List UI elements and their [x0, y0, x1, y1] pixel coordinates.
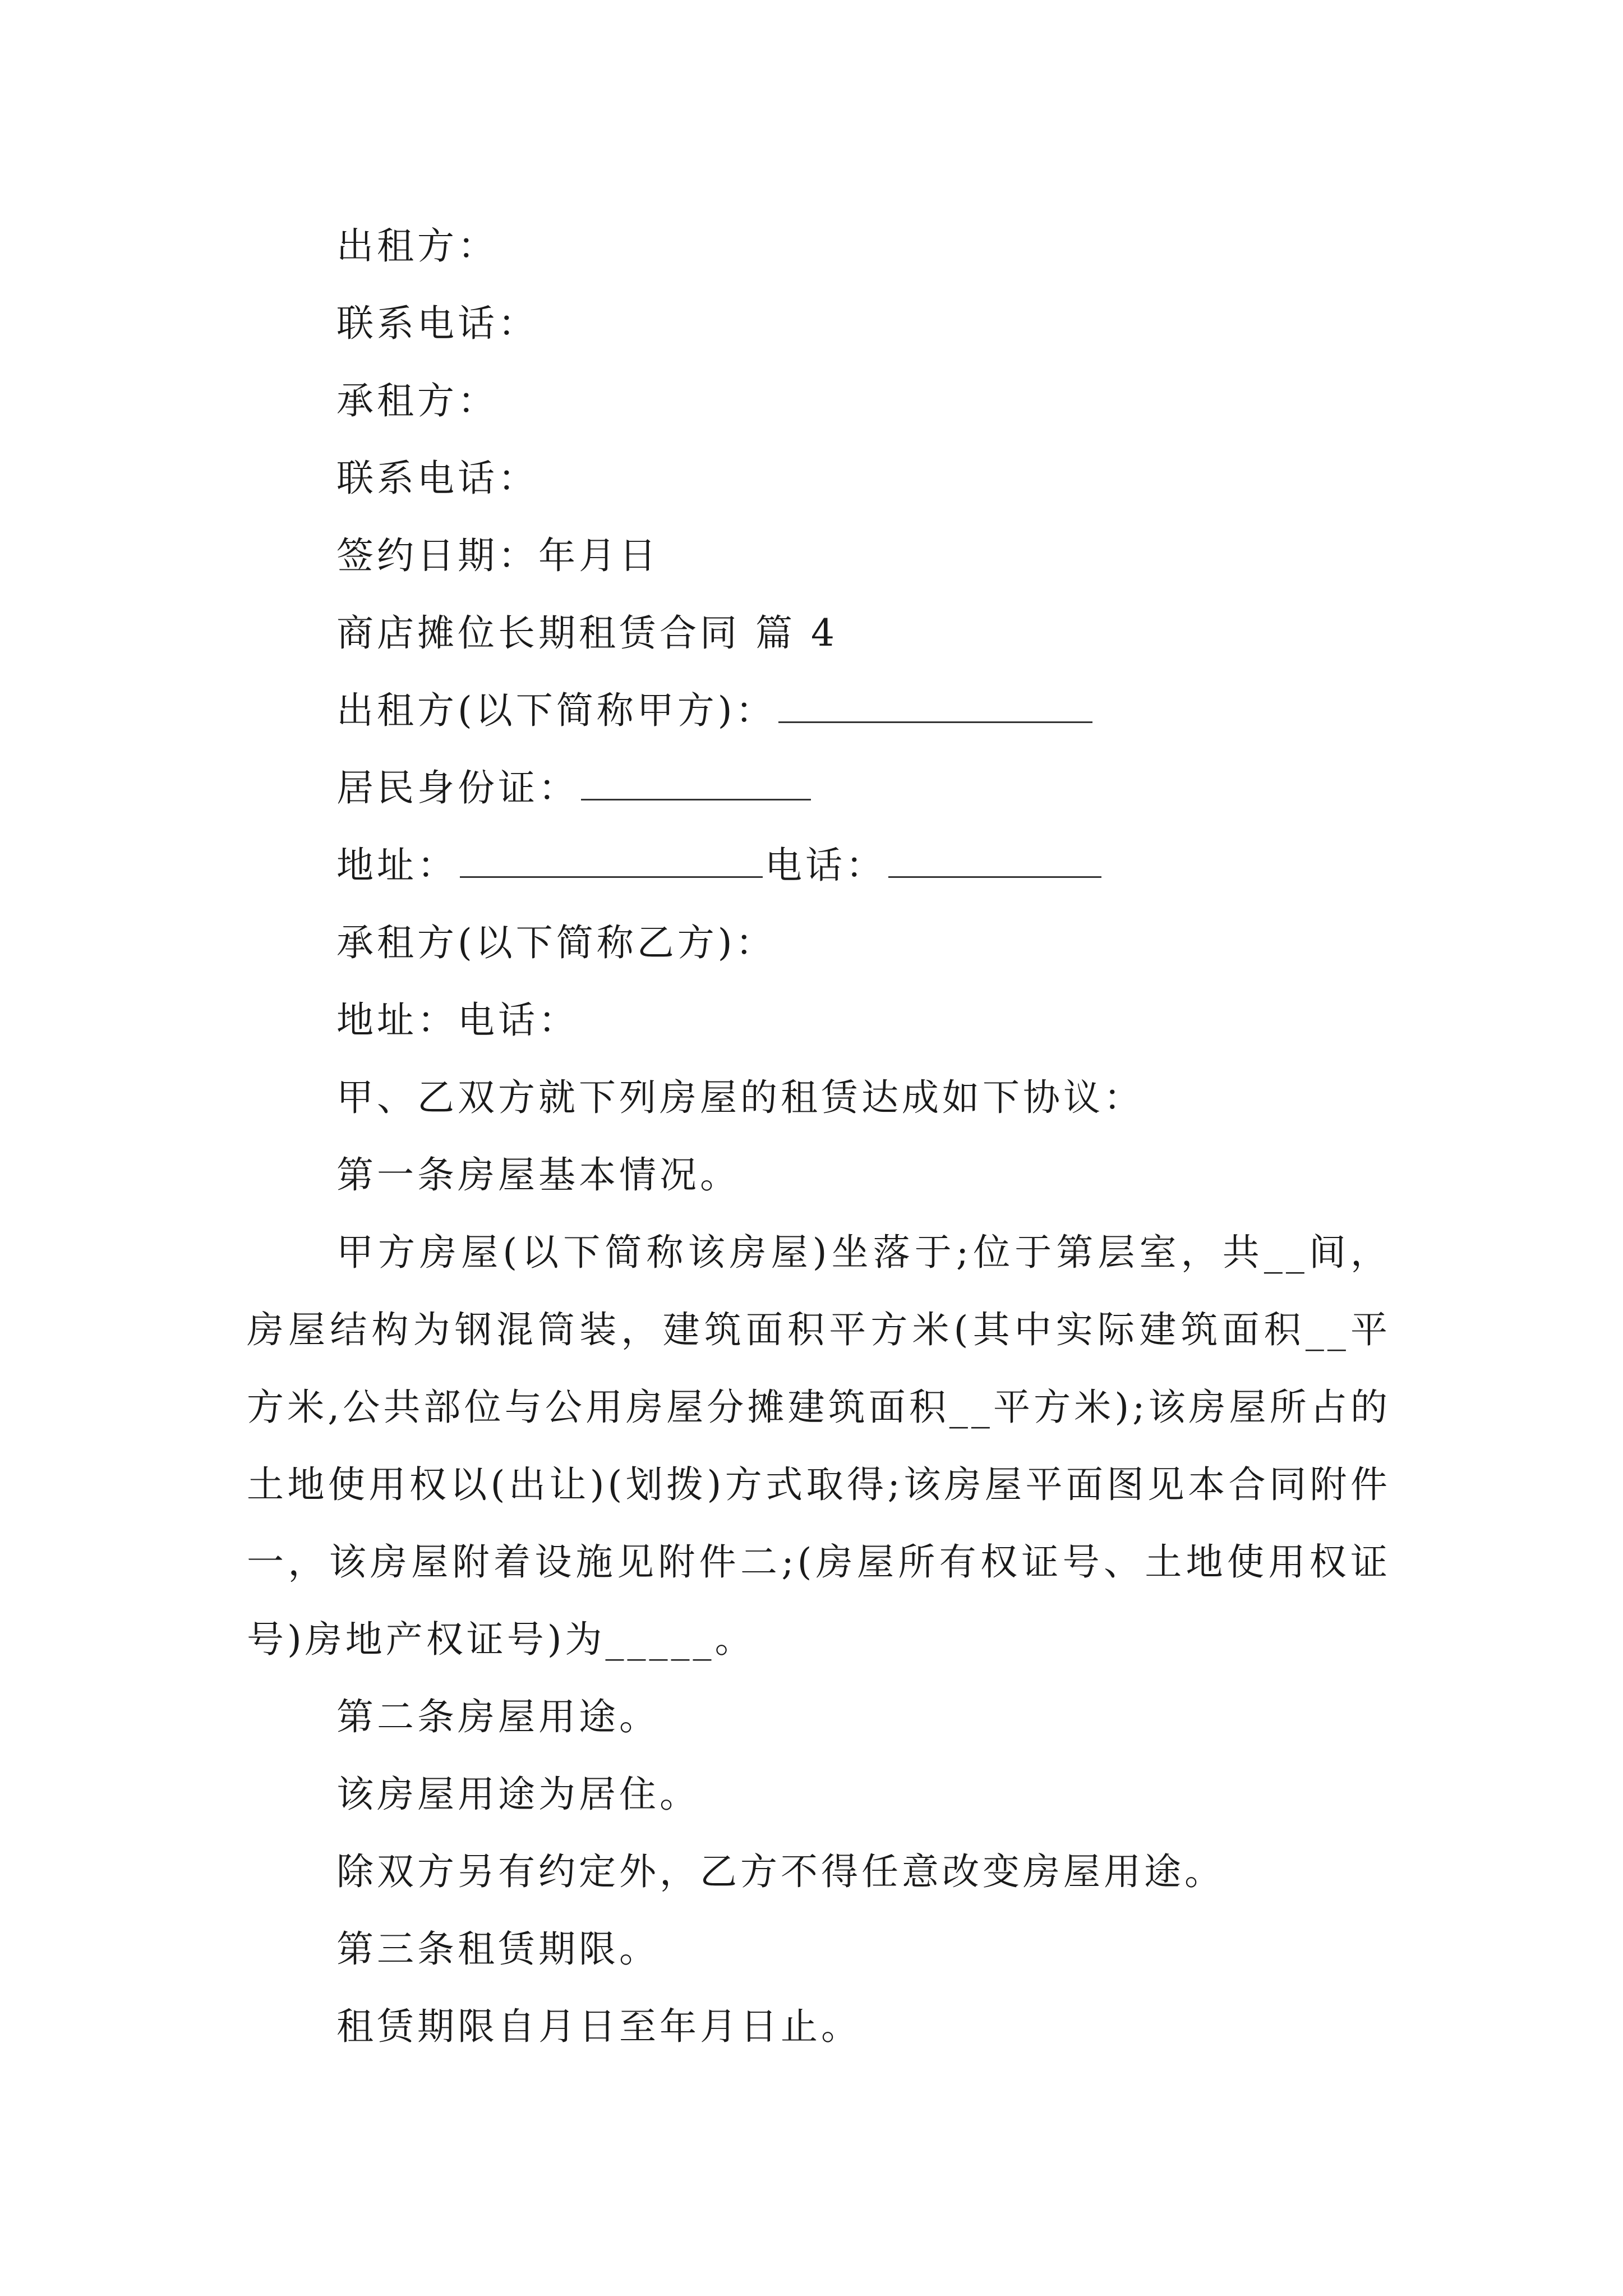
article1-body: 甲方房屋(以下简称该房屋)坐落于;位于第层室，共__间，房屋结构为钢混筒装，建筑面积平方米(其中实际建筑面积__平方米,公共部位与公用房屋分摊建筑面积__平方米);该房屋所占的土地使用权以(出让)(划拨)方式取得;该房屋平面图见本合同附件一，该房屋附着设施见附件二;(房屋所有权证号、土地使用权证号)房地产权证号)为_____。 — [247, 1231, 1391, 1661]
id-card-line — [247, 749, 1391, 827]
party-b-line: 承租方(以下简称乙方)： — [336, 921, 776, 964]
id-card-label: 居民身份证： — [336, 766, 579, 809]
party-a-label: 出租方(以下简称甲方)： — [336, 689, 776, 732]
party-a-line — [247, 672, 1391, 749]
article2-use: 该房屋用途为居住。 — [336, 1773, 700, 1816]
contract-text — [247, 208, 1391, 2065]
article2-title: 第二条房屋用途。 — [336, 1695, 660, 1738]
party-a-blank — [778, 688, 1092, 723]
lessee-line: 承租方： — [336, 379, 498, 422]
lessor-phone-line: 联系电话： — [336, 302, 538, 345]
lessee-phone-line: 联系电话： — [336, 457, 538, 500]
id-card-blank — [581, 765, 811, 800]
sign-date-line: 签约日期：年月日 — [336, 534, 660, 577]
article1-title: 第一条房屋基本情况。 — [336, 1153, 740, 1197]
address-a-line — [247, 827, 1391, 904]
phone-a-label: 电话： — [765, 844, 886, 887]
article2-restriction: 除双方另有约定外，乙方不得任意改变房屋用途。 — [336, 1850, 1225, 1893]
address-a-blank — [460, 843, 763, 878]
agreement-intro: 甲、乙双方就下列房屋的租赁达成如下协议： — [336, 1076, 1144, 1119]
lessor-line: 出租方： — [336, 224, 498, 268]
section-title: 商店摊位长期租赁合同 篇 4 — [336, 611, 838, 655]
article3-title: 第三条租赁期限。 — [336, 1927, 660, 1971]
address-a-label: 地址： — [336, 844, 458, 887]
phone-a-blank — [888, 843, 1101, 878]
address-phone-b-line: 地址：电话： — [336, 999, 579, 1042]
article3-term: 租赁期限自月日至年月日止。 — [336, 2005, 861, 2048]
